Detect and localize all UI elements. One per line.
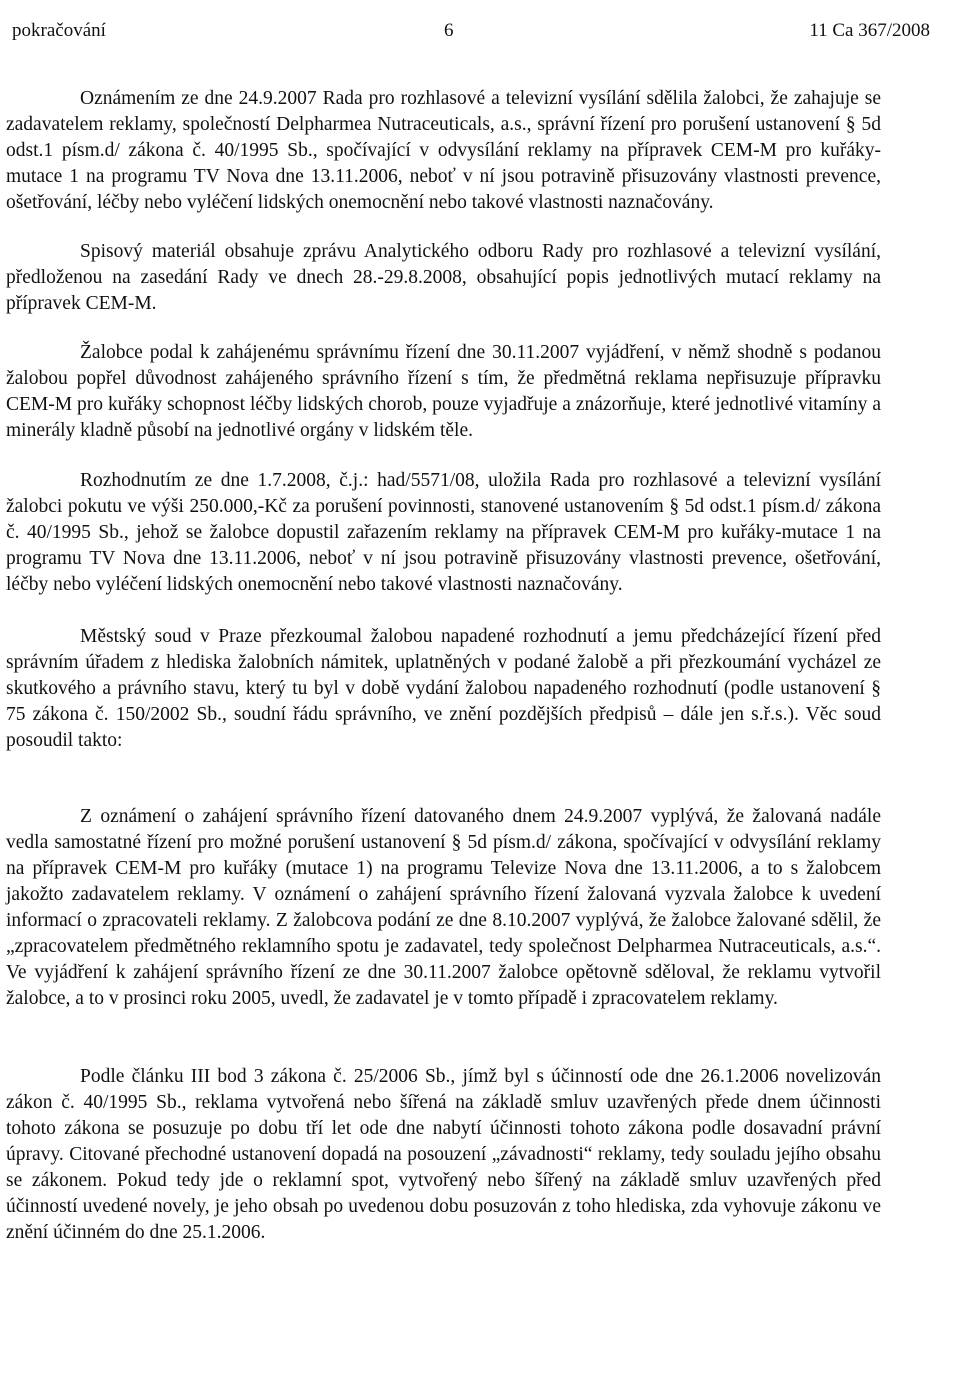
paragraph-decision: Rozhodnutím ze dne 1.7.2008, č.j.: had/5571/08, uložila Rada pro rozhlasové a televizní vysílání žalobci pokutu ve výši 250.000,-Kč za porušení povinnosti, stanovené ustanovením § 5d odst.1 písm.d/ zákona č. 40/1995 Sb., jehož se žalobce dopustil zařazením reklamy na přípravek CEM-M pro kuřáky-mutace 1 na programu TV Nova dne 13.11.2006, neboť v ní jsou potravině přisuzovány vlastnosti prevence, ošetřování, léčby nebo vyléčení lidských onemocnění nebo takové vlastnosti naznačovány. bbox=[6, 470, 881, 595]
page-header bbox=[12, 20, 930, 50]
paragraph-notice: Oznámením ze dne 24.9.2007 Rada pro rozhlasové a televizní vysílání sdělila žalobci, že zahajuje se zadavatelem reklamy, společností Delpharmea Nutraceuticals, a.s., správní řízení pro porušení ustanovení § 5d odst.1 písm.d/ zákona č. 40/1995 Sb., spočívající v odvysílání reklamy na přípravek CEM-M pro kuřáky-mutace 1 na programu TV Nova dne 13.11.2006, neboť v ní jsou potravině přisuzovány vlastnosti prevence, ošetřování, léčby nebo vyléčení lidských onemocnění nebo takové vlastnosti naznačovány. bbox=[6, 88, 881, 213]
page-number: 6 bbox=[444, 20, 454, 41]
document-body bbox=[6, 86, 881, 1246]
paragraph-legal-provision: Podle článku III bod 3 zákona č. 25/2006 Sb., jímž byl s účinností ode dne 26.1.2006 novelizován zákon č. 40/1995 Sb., reklama vytvořená nebo šířená na základě smluv uzavřených přede dnem účinnosti tohoto zákona se posuzuje po dobu tří let ode dne nabytí účinnosti tohoto zákona podle dosavadní právní úpravy. Citované přechodné ustanovení dopadá na posouzení „závadnosti“ reklamy, tedy souladu jejího obsahu se zákonem. Pokud tedy jde o reklamní spot, vytvořený nebo šířený na základě smluv uzavřených před účinností uvedené novely, je jeho obsah po uvedenou dobu posuzován z toho hlediska, zda vyhovuje zákonu ve znění účinném do dne 25.1.2006. bbox=[6, 1066, 881, 1243]
paragraph-notice-analysis: Z oznámení o zahájení správního řízení datovaného dnem 24.9.2007 vyplývá, že žalovaná nadále vedla samostatné řízení pro možné porušení ustanovení § 5d písm.d/ zákona, spočívající v odvysílání reklamy na přípravek CEM-M pro kuřáky (mutace 1) na programu Televize Nova dne 13.11.2006, a to s žalobcem jakožto zadavatelem reklamy. V oznámení o zahájení správního řízení žalovaná vyzvala žalobce k uvedení informací o zpracovateli reklamy. Z žalobcova podání ze dne 8.10.2007 vyplývá, že žalobce žalované sdělil, že „zpracovatelem předmětného reklamního spotu je zadavatel, tedy společnost Delpharmea Nutraceuticals, a.s.“. Ve vyjádření k zahájení správního řízení ze dne 30.11.2007 žalobce opětovně sděloval, že reklamu vytvořil žalobce, a to v prosinci roku 2005, uvedl, že zadavatel je v tomto případě i zpracovatelem reklamy. bbox=[6, 806, 881, 1009]
case-number: 11 Ca 367/2008 bbox=[809, 20, 930, 41]
paragraph-file-material: Spisový materiál obsahuje zprávu Analytického odboru Rady pro rozhlasové a televizní vysílání, předloženou na zasedání Rady ve dnech 28.-29.8.2008, obsahující popis jednotlivých mutací reklamy na přípravek CEM-M. bbox=[6, 241, 881, 314]
continuation-label: pokračování bbox=[12, 20, 106, 41]
paragraph-court-review: Městský soud v Praze přezkoumal žalobou napadené rozhodnutí a jemu předcházející řízení před správním úřadem z hlediska žalobních námitek, uplatněných v podané žalobě a při přezkoumání vycházel ze skutkového a právního stavu, který tu byl v době vydání žalobou napadeného rozhodnutí (podle ustanovení § 75 zákona č. 150/2002 Sb., soudní řádu správního, ve znění pozdějších předpisů – dále jen s.ř.s.). Věc soud posoudil takto: bbox=[6, 626, 881, 751]
paragraph-plaintiff-statement: Žalobce podal k zahájenému správnímu řízení dne 30.11.2007 vyjádření, v němž shodně s podanou žalobou popřel důvodnost zahájeného správního řízení s tím, že předmětná reklama nepřisuzuje přípravku CEM-M pro kuřáky schopnost léčby lidských chorob, pouze vyjadřuje a znázorňuje, které jednotlivé vitamíny a minerály kladně působí na jednotlivé orgány v lidském těle. bbox=[6, 342, 881, 441]
